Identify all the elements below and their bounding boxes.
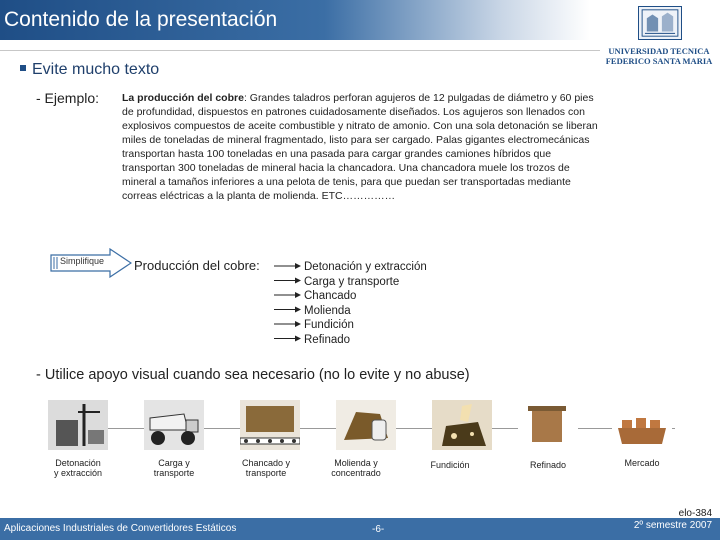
process-label-line1: Detonación bbox=[55, 458, 101, 468]
footer-course-info bbox=[634, 508, 712, 532]
footer-course: Aplicaciones Industriales de Convertidores Estáticos bbox=[4, 523, 237, 534]
process-label bbox=[140, 458, 208, 478]
process-label bbox=[614, 458, 670, 468]
process-label-line2: concentrado bbox=[331, 468, 381, 478]
bullet-avoid-text bbox=[20, 61, 159, 79]
step-arrows-icon bbox=[270, 258, 304, 348]
process-label bbox=[422, 460, 478, 470]
course-code: elo-384 bbox=[678, 508, 712, 519]
smelter-ladle-icon bbox=[432, 400, 492, 450]
process-label bbox=[44, 458, 112, 478]
slide-title: Contenido de la presentación bbox=[4, 8, 278, 31]
step-item: Detonación y extracción bbox=[304, 261, 427, 273]
copper-product-icon bbox=[612, 400, 672, 450]
logo-line1: UNIVERSIDAD TECNICA bbox=[608, 46, 710, 56]
process-label-line1: Carga y bbox=[158, 458, 190, 468]
bullet-visual-support: - Utilice apoyo visual cuando sea necesario (no lo evite y no abuse) bbox=[36, 367, 470, 383]
process-label bbox=[230, 458, 302, 478]
example-label: - Ejemplo: bbox=[36, 90, 100, 106]
process-label-line2: transporte bbox=[245, 468, 287, 478]
process-label-line1: Fundición bbox=[430, 460, 470, 470]
production-label: Producción del cobre: bbox=[134, 258, 260, 273]
process-label-line1: Mercado bbox=[624, 458, 660, 468]
university-logo bbox=[600, 6, 718, 68]
step-item: Chancado bbox=[304, 290, 357, 302]
production-steps bbox=[304, 260, 427, 347]
process-label bbox=[520, 460, 576, 470]
grinding-mill-icon bbox=[336, 400, 396, 450]
university-crest-icon bbox=[638, 6, 682, 40]
process-label-line2: y extracción bbox=[53, 468, 103, 478]
header-divider bbox=[0, 50, 600, 51]
process-label-line2: transporte bbox=[153, 468, 195, 478]
process-label bbox=[322, 458, 390, 478]
square-bullet-icon bbox=[20, 65, 26, 71]
title-bar bbox=[0, 0, 590, 40]
process-label-line1: Molienda y bbox=[334, 458, 378, 468]
example-text: : Grandes taladros perforan agujeros de 12 pulgadas de diámetro y 60 pies de profundidad, dispuestos en patrones cuidadosamente diseñados. Los agujeros son llenados con explosivos compuestos de aceite combustible y nitrato de amonio. Con una sola detonación se liberan miles de toneladas de mineral fragmentado, listo para ser cargado. Palas gigantes electromecánicas transportan hasta 100 toneladas en una pasada para cargar grandes camiones híbridos que transportan 300 toneladas de mineral hacia la chancadora. Una chancadora muele los trozos de mineral a tamaños inferiores a una pelota de tenis, para que puedan ser transportadas mediante correas eléctricas a la planta de molienda. ETC…………… bbox=[122, 92, 598, 202]
haul-truck-icon bbox=[144, 400, 204, 450]
example-bold-lead: La producción del cobre bbox=[122, 92, 244, 104]
simplify-label: Simplifique bbox=[60, 256, 105, 266]
copper-cathode-icon bbox=[518, 400, 578, 450]
process-label-line1: Chancado y bbox=[241, 458, 291, 468]
bullet-avoid-text-label: Evite mucho texto bbox=[32, 61, 160, 78]
step-item: Carga y transporte bbox=[304, 275, 400, 288]
drill-rig-icon bbox=[48, 400, 108, 450]
example-paragraph bbox=[122, 91, 600, 203]
step-item: Fundición bbox=[304, 319, 354, 331]
logo-line2: FEDERICO SANTA MARIA bbox=[605, 56, 713, 66]
slide-header bbox=[0, 0, 720, 70]
page-number: -6- bbox=[372, 524, 385, 535]
simplify-arrow bbox=[50, 248, 132, 278]
university-name bbox=[600, 46, 718, 66]
process-label-line1: Refinado bbox=[529, 460, 567, 470]
course-term: 2º semestre 2007 bbox=[633, 520, 712, 531]
step-item: Molienda bbox=[304, 304, 351, 317]
crusher-conveyor-icon bbox=[240, 400, 300, 450]
step-item: Refinado bbox=[304, 333, 351, 346]
